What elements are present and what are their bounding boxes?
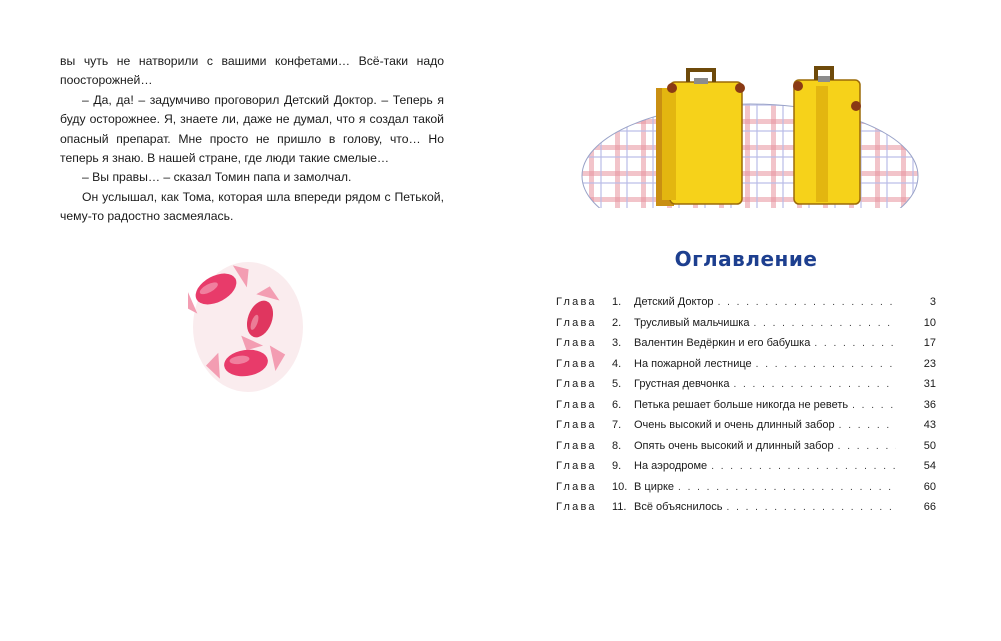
- story-paragraph: вы чуть не натворили с вашими конфетами… Всё-таки надо поосторожней…: [60, 54, 444, 88]
- chapter-number: 2.: [612, 316, 622, 329]
- toc-entry[interactable]: [556, 337, 936, 358]
- chapter-number: 1.: [612, 296, 622, 308]
- chapter-title: Грустная девчонка: [634, 378, 730, 390]
- toc-entry[interactable]: [556, 481, 936, 502]
- story-paragraph: Он услышал, как Тома, которая шла впереди рядом с Петькой, чему-то радостно засмеялась.: [60, 189, 444, 224]
- chapter-page: 43: [923, 419, 936, 431]
- toc-entry[interactable]: [556, 501, 936, 522]
- chapter-page: 50: [923, 439, 936, 452]
- toc-entry[interactable]: [556, 460, 936, 481]
- chapter-label: Глава: [556, 439, 597, 452]
- chapter-page: 66: [923, 501, 936, 513]
- dot-leader: [852, 400, 896, 411]
- chapter-page: 36: [923, 398, 936, 411]
- toc-entry[interactable]: [556, 399, 936, 420]
- story-paragraph: – Вы правы… – сказал Томин папа и замолчал.: [82, 170, 352, 185]
- chapter-page: 10: [923, 316, 936, 329]
- chapter-number: 4.: [612, 357, 622, 370]
- chapter-page: 17: [923, 337, 936, 349]
- chapter-label: Глава: [556, 337, 597, 349]
- chapter-number: 5.: [612, 378, 622, 390]
- dot-leader: [727, 502, 896, 513]
- dot-leader: [756, 359, 896, 370]
- story-text: [60, 52, 444, 227]
- toc-title: Оглавление: [674, 247, 818, 271]
- table-of-contents: [556, 296, 936, 522]
- chapter-label: Глава: [556, 419, 597, 431]
- dot-leader: [814, 338, 896, 349]
- dot-leader: [718, 297, 896, 308]
- chapter-label: Глава: [556, 460, 597, 472]
- chapter-label: Глава: [556, 316, 597, 329]
- chapter-number: 11.: [612, 501, 627, 513]
- dot-leader: [838, 441, 896, 452]
- chapter-label: Глава: [556, 357, 597, 370]
- toc-entry[interactable]: [556, 419, 936, 440]
- chapter-number: 3.: [612, 337, 622, 349]
- chapter-title: На пожарной лестнице: [634, 357, 752, 370]
- chapter-page: 31: [923, 378, 936, 390]
- chapter-title: Очень высокий и очень длинный забор: [634, 419, 835, 431]
- dot-leader: [711, 461, 896, 472]
- chapter-title: В цирке: [634, 480, 675, 493]
- chapter-title: Валентин Ведёркин и его бабушка: [634, 337, 811, 349]
- chapter-number: 10.: [612, 480, 628, 493]
- chapter-number: 6.: [612, 398, 622, 411]
- chapter-title: На аэродроме: [634, 460, 708, 472]
- dot-leader: [753, 318, 896, 329]
- suitcases-illustration: [580, 58, 920, 210]
- chapter-title: Трусливый мальчишка: [634, 316, 750, 329]
- chapter-page: 60: [923, 480, 936, 493]
- chapter-title: Всё объяснилось: [634, 501, 723, 513]
- toc-entry[interactable]: [556, 440, 936, 461]
- chapter-number: 8.: [612, 439, 622, 452]
- chapter-page: 3: [929, 296, 936, 308]
- chapter-title: Петька решает больше никогда не реветь: [634, 398, 849, 411]
- chapter-title: Детский Доктор: [634, 296, 714, 308]
- toc-entry[interactable]: [556, 378, 936, 399]
- chapter-page: 23: [923, 357, 936, 370]
- candies-illustration: [188, 247, 308, 397]
- toc-entry[interactable]: [556, 358, 936, 379]
- toc-entry[interactable]: [556, 296, 936, 317]
- chapter-label: Глава: [556, 378, 597, 390]
- chapter-number: 9.: [612, 460, 622, 472]
- dot-leader: [839, 420, 896, 431]
- chapter-label: Глава: [556, 398, 597, 411]
- chapter-title: Опять очень высокий и длинный забор: [634, 439, 834, 452]
- toc-entry[interactable]: [556, 317, 936, 338]
- story-paragraph: – Да, да! – задумчиво проговорил Детский Доктор. – Теперь я буду осторожнее. Я, знаете ли, даже не думал, что я создал такой опасный препарат. Мне просто не пришло в голову, что… Но теперь я знаю. В нашей стране, где люди такие смелые…: [60, 92, 444, 166]
- chapter-label: Глава: [556, 501, 597, 513]
- chapter-label: Глава: [556, 296, 597, 308]
- chapter-label: Глава: [556, 480, 597, 493]
- chapter-number: 7.: [612, 419, 622, 431]
- chapter-page: 54: [923, 460, 936, 472]
- dot-leader: [733, 379, 896, 390]
- dot-leader: [678, 482, 896, 493]
